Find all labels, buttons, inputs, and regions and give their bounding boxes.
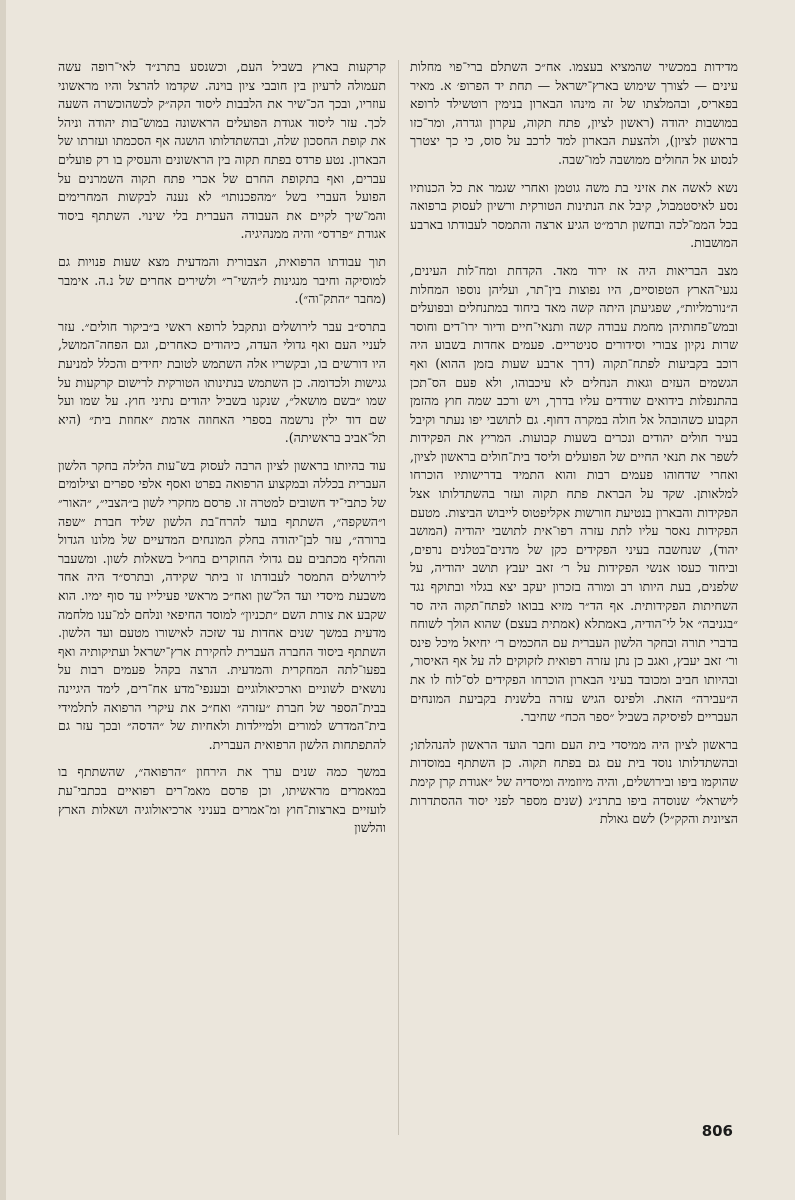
paragraph: תוך עבודתו הרפואית, הצבורית והמדעית מצא שעות פנויות גם למוסיקה וחיבר מנגינות ל״השי־ר״ ולשירים אחרים של נ.ה. אימבר (מחבר ״התק־וה״). [58,253,386,307]
paragraph: מדידות במכשיר שהמציא בעצמו. אח״כ השתלם ברי־פוי מחלות עינים — לצורך שימוש בארץ־ישראל — תחת יד הפרופ׳ א. מאיר בפאריס, ובהמלצתו של זה מינהו הבארון בנימין רוטשילד לרופא במושבות יהודה (ראשון לציון, פתח תקוה, עקרון וגדרה, ומר־כזו בראשון לציון), ולהצעת הבארון למד לרכב על סוס, כי כך יצטרך לנסוע אל החולים ממושבה למו־שבה. [410,59,738,167]
paragraph: במשך כמה שנים ערך את הירחון ״הרפואה״, שהשתתף בו במאמרים מראשיתו, וכן פרסם מאמ־רים רפואיים בכתבי־עת לועזיים בארצות־חוץ ומ־אמרים בעניני ארכיאולוגיה ושאלות הארץ והלשון [58,764,386,836]
right-column [410,58,738,1138]
column-separator [398,60,399,1135]
paragraph: נשא לאשה את אזיני בת משה גוטמן ואחרי שגמר את כל הכנותיו נסע לאיסטמבול, קיבל את הנתינות הטורקית ורשיון לעסוק ברפואה בכל הממ־לכה ובחשון תרמ״ט הגיע ארצה והתמסר לעבודתו בארבע המושבות. [410,179,738,251]
paragraph: עוד בהיותו בראשון לציון הרבה לעסוק בש־עות הלילה בחקר הלשון העברית בכללה ובמקצוע הרפואה בפרט ואסף אלפי ספרים וצילומים של כתבי־יד חשובים למטרה זו. פרסם מחקרי לשון ב״הצבי״, ״האור״ ו״השקפה״, השתתף בועד להרח־בת הלשון שליד חברת ״שפה ברורה״, עזר לבן־יהודה בחלק המונחים המדעיים של מלונו הגדול והחליף מכתבים עם גדולי החוקרים בחו״ל בשאלות לשון. ומשעבר לירושלים התמסר לעבודתו זו ביתר שקידה, ובתרס״ד היה אחד משבעת מיסדי ועד הל־שון ואח״כ מראשי פעילייו עד סוף ימיו. הוא שקבע את צורת השם ״תכניון״ למוסד החיפאי ונלחם למ־ענו מלחמה מדעית במשך שנים אחדות עד שזכה לאישורו מטעם ועד הלשון. השתתף ביסוד החברה העברית לחקירת ארץ־ישראל ועתיקותיה ואף בפעו־לתה המחקרית והמדעית. הרצה בקהל פעמים רבות על נושאים לשוניים וארכיאולוגיים ובענפי־מדע אח־רים, לימד היגיינה בבית־הספר של חברת ״עזרה״ ואח״כ את עיקרי הרפואה לתלמידי בית־המדרש למורים ולמיילדות ולאחיות של ״הדסה״ ובכך עזר גם להתפתחות הלשון הרפואית העברית. [58,457,386,752]
paragraph: קרקעות בארץ בשביל העם, וכשנסע בתרנ״ד לאי־רופה עשה תעמולה לרעיון בין חובבי ציון בוינה. שקדמו להרצל והיו מראשוני עוזריו, ובכך הכ־שיר את הלבבות ליסוד הקה״ק לכשהוכשרה השעה לכך. עזר ליסוד אגודת הפועלים הראשונה במוש־בות יהודה וניהל את קופת החסכון שלה, ובהשתדלותו הושגה אף הסכמתו ועזרתו של הבארון. נטע פרדס בפתח תקוה בין הראשונים והעסיק בו רק פועלים עברים, ואף בתקופת החרם של אכרי פתח תקוה השמרנים על הפועל העברי בשל ״מהפכנותו״ לא נענה לבקשות המחרימים והמ־שיך לקיים את העבודה העברית בלי שינוי. השתתף ביסוד אגודת ״פרדס״ והיה ממנהיגיה. [58,59,386,242]
paragraph: בראשון לציון היה ממיסדי בית העם וחבר הועד הראשון להנהלתו; ובהשתדלותו נוסד בית עם גם בפתח תקוה. כן השתתף במוסדות שהוקמו ביפו ובירושלים, והיה מיוזמיה ומיסדיה של ״אגודת קרן קימת לישראל״ שנוסדה ביפו בתרנ״ג (שנים מספר לפני יסוד ההסתדרות הציונית והקק״ל) לשם גאולת [410,736,738,827]
scan-edge [0,0,6,1200]
paragraph: מצב הבריאות היה אז ירוד מאד. הקדחת ומח־לות העינים, נגעי־הארץ הטפוסיים, היו נפוצות בין־תר, ועליהן נוספו המחלות ה״נורמליות״, שפגיעתן היתה קשה מאד ביחוד במתנחלים ובפועלים ובמש־פחותיהן מחמת עבודה קשה ותנאי־חיים ודיור ירו־דים וחוסר שרות נקיון צבורי וסידורים סניטריים. פעמים אחדות בשבוע היה רוכב בקביעות לפתח־תקוה (דרך ארבע שעות בזמן ההוא) ואף הגשמים העזים וגאות הנחלים לא עיכבוהו, ולא פעם הס־תכן בהתנפלות בידואים שודדים עליו בדרך, ויש ורכב שמה חוץ מהזמן הקבוע כשהובהל אל חולה במקרה דחוף. גם לתושבי יפו נעתר וקיבל בעיר חולים יהודים ונכרים בשעות קבועות. המריץ את הפקידות לשפר את תנאי החיים של הפועלים וליסד בית־חולים בראשון לציון, ואחרי שדחוהו פעמים רבות והוא התמיד בדרישותיו הוכרחו למלאותן. שקד על הבראת פתח תקוה ועזר בהשתדלותו אצל הפקידות והבארון בנטיעת חורשות אקליפטוס לייבוש הביצות. מטעם הפקידות נאסר עליו לתת עזרה רפו־אית לתושבי יהודיה (המושב יהוד), שנחשבה בעיני הפקידים כקן של מדנים־בטלנים נרפים, וביחוד כעסו אנשי הפקידות על ר׳ זאב יעבץ תושב יהודיה, על שלפנים, בעת היותו רב ומורה בזכרון יעקב יצא בגלוי ובתוקף נגד השחיתות הפקידותית. אף הד״ר מזיא בבואו לפתח־תקוה היה סר ״בגניבה״ אל לי־הודיה, באמתלא (אמתית בעצם) שהוא הולך לשוחח בדברי תורה ובחקר הלשון העברית עם החכמים ר׳ יחיאל מיכל פינס ור׳ זאב יעבץ, ואגב כן נתן עזרה רפואית לזקוקים לה על אף האיסור, ובהיותו חביב ומכובד בעיני הבארון הוכרחו הפקידים לס־לוח לו את ה״עבירה״ הזאת. ולפינס הגיש עזרה בלשנית בקביעת המונחים העבריים לפיסיקה בשביל ״ספר הכח״ שחיבר. [410,262,738,725]
left-column [58,58,386,1138]
paragraph: בתרס״ב עבר לירושלים ונתקבל לרופא ראשי ב״ביקור חולים״. עזר לעניי העם ואף גדולי העדה, כיהודים כאחרים, וגם הפחה־המושל, היו דורשים בו, ובקשריו אלה השתמש לטובת יחידים והכלל למניעת גגישות ולכדומה. כן השתמש בנתינותו הטורקית לרישום קרקעות על שמו ״בשם מושאל״, שנקנו בשביל יהודים נתיני חוץ. על שמו ועל שם דוד ילין נרשמה בספרי האחוזה אדמת ״אחוזת בית״ (היא תל־אביב בראשיתה). [58,318,386,446]
page-number: 806 [701,1122,733,1140]
text-columns [58,58,738,1138]
